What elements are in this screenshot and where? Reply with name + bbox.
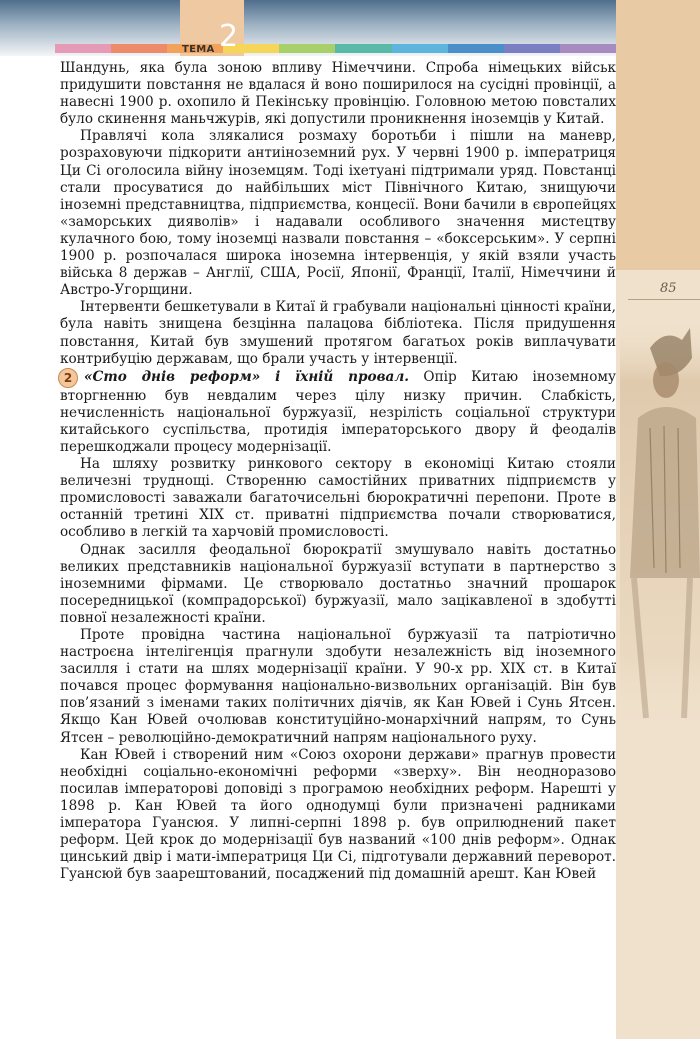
paragraph: Правлячі кола злякалися розмаху боротьби і пішли на маневр, розраховуючи підкорити антиіноземний рух. У червні 1900 р. імператриця Ци Сі оголосила війну іноземцям. Тоді іхетуані підтримали уряд. Повстанці стали просуватися до найбільших міст Північного Китаю, знищуючи іноземні представництва, підприємства, концесії. Вони бачили в європейцях «заморських дияволів» і надавали особливого значення мистецтву кулачного бою, тому іноземці назвали повстання – «боксерським». У серпні 1900 р. розпочалася широка іноземна інтервенція, у якій взяли участь війська 8 держав – Англії, США, Росії, Японії, Франції, Італії, Німеччини й Австро-Угорщини. [60,128,616,299]
historical-photo [620,318,700,738]
page-number-rule [628,299,700,300]
stripe-segment [335,44,391,53]
tema-label: ТЕМА [182,44,215,55]
section-text: Опір Китаю іноземному вторгненню був невдалим через цілу низку причин. Слабкість, нечисленність національної буржуазії, незрілість соціальної структури китайського суспільства, протидія імператорського двору й феодалів перешкоджали процесу модернізації. [60,368,616,455]
section-title: «Сто днів реформ» і їхній провал. [84,368,409,385]
stripe-segment [448,44,504,53]
stripe-segment [504,44,560,53]
stripe-segment [560,44,616,53]
stripe-segment [279,44,335,53]
paragraph: Кан Ювей і створений ним «Союз охорони держави» прагнув провести необхідні соціально-економічні реформи «зверху». Він неодноразово посилав імператорові доповіді з програмою необхідних реформ. Нарешті у 1898 р. Кан Ювей та його однодумці були призначені радниками імператора Гуансюя. У липні-серпні 1898 р. був оприлюднений пакет реформ. Цей крок до модернізації був названий «100 днів реформ». Однак цинський двір і мати-імператриця Ци Сі, підготували державний переворот. Гуансюй був заарештований, посаджений під домашній арешт. Кан Ювей [60,746,616,883]
paragraph: Однак засилля феодальної бюрократії змушувало навіть достатньо великих представників національної буржуазії вступати в партнерство з іноземними фірмами. Це створювало достатньо значний прошарок посередницької (компрадорської) буржуазії, мало зацікавленої в здобутті повної незалежності країни. [60,541,616,626]
article-body [60,60,616,883]
tema-number: 2 [219,19,239,54]
page-number: 85 [660,281,677,296]
stripe-segment [392,44,448,53]
paragraph: Проте провідна частина національної буржуазії та патріотично настроєна інтелігенція прагнули здобути незалежність від іноземного засилля і стати на шлях модернізації країни. У 90-х рр. XIX ст. в Китаї почався процес формування національно-визвольних організацій. Він був пов’язаний з іменами таких політичних діячів, як Кан Ювей і Сунь Ятсен. Якщо Кан Ювей очолював конституційно-монархічний напрям, то Сунь Ятсен – революційно-демократичний напрям національного руху. [60,627,616,746]
section-paragraph [60,368,616,456]
side-panel-top [616,0,700,270]
paragraph: Шандунь, яка була зоною впливу Німеччини. Спроба німецьких військ придушити повстання не вдалася й воно поширилося на сусідні провінції, а навесні 1900 р. охопило й Пекінську провінцію. Головною метою повсталих було скинення маньчжурів, які допустили проникнення іноземців у Китай. [60,60,616,128]
paragraph: На шляху розвитку ринкового сектору в економіці Китаю стояли величезні труднощі. Створенню самостійних приватних підприємств у промисловості заважали багаточисельні бюрократичні перепони. Проте в останній третині XIX ст. приватні підприємства почали створюватися, особливо в легкій та харчовій промисловості. [60,456,616,541]
stripe-segment [111,44,167,53]
section-number-badge: 2 [58,368,78,388]
paragraph: Інтервенти бешкетували в Китаї й грабували національні цінності країни, була навіть знищена безцінна палацова бібліотека. Після придушення повстання, Китай був змушений протягом багатьох років виплачувати контрибуцію державам, що брали участь у інтервенції. [60,299,616,367]
stripe-segment [55,44,111,53]
color-stripe [55,44,616,53]
